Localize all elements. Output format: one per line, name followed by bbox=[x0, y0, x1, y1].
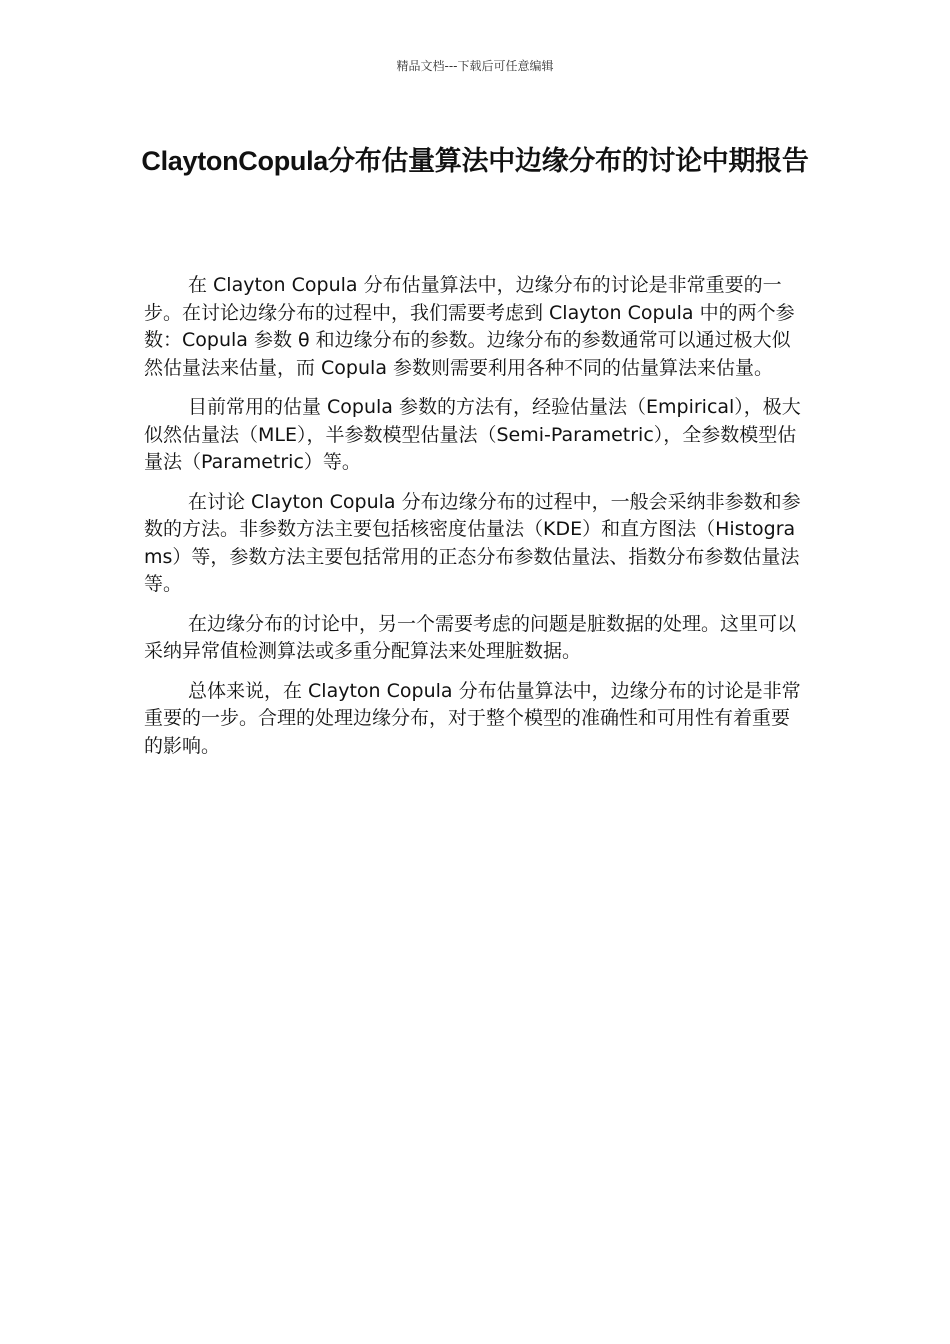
paragraph-3: 在讨论 Clayton Copula 分布边缘分布的过程中，一般会采纳非参数和参数的方法。非参数方法主要包括核密度估量法（KDE）和直方图法（Histograms）等，参数方法主要包括常用的正态分布参数估量法、指数分布参数估量法等。 bbox=[144, 490, 801, 595]
paragraph-5: 总体来说，在 Clayton Copula 分布估量算法中，边缘分布的讨论是非常重要的一步。合理的处理边缘分布，对于整个模型的准确性和可用性有着重要的影响。 bbox=[144, 679, 801, 757]
paragraph-4: 在边缘分布的讨论中，另一个需要考虑的问题是脏数据的处理。这里可以采纳异常值检测算法或多重分配算法来处理脏数据。 bbox=[144, 612, 797, 662]
document-title: ClaytonCopula分布估量算法中边缘分布的讨论中期报告 bbox=[141, 146, 809, 176]
document-body bbox=[144, 272, 808, 772]
paragraph-1: 在 Clayton Copula 分布估量算法中，边缘分布的讨论是非常重要的一步。在讨论边缘分布的过程中，我们需要考虑到 Clayton Copula 中的两个参数：Copula 参数 θ 和边缘分布的参数。边缘分布的参数通常可以通过极大似然估量法来估量，而 Copula 参数则需要利用各种不同的估量算法来估量。 bbox=[144, 274, 795, 379]
paragraph-2: 目前常用的估量 Copula 参数的方法有，经验估量法（Empirical），极大似然估量法（MLE），半参数模型估量法（Semi-Parametric），全参数模型估量法（Parametric）等。 bbox=[144, 396, 801, 473]
header-note: 精品文档---下载后可任意编辑 bbox=[396, 59, 554, 73]
